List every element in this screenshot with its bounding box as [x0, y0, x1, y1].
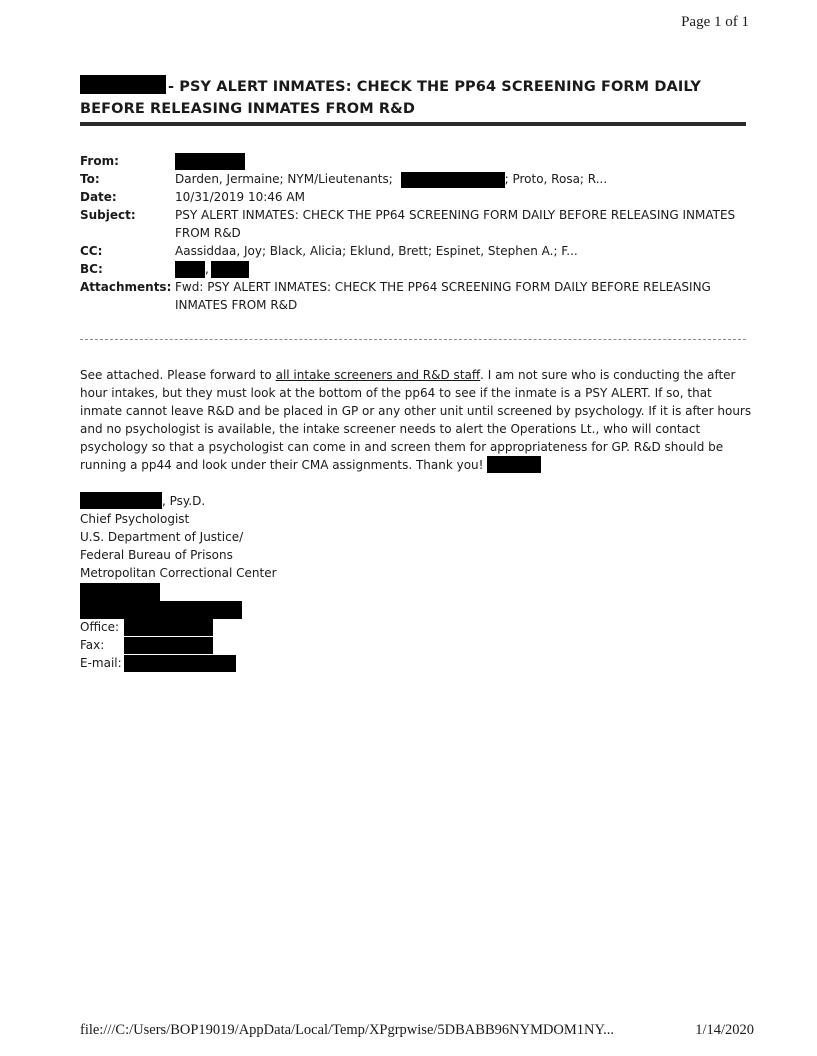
- header-cc: [80, 242, 750, 260]
- signature-dept1: U.S. Department of Justice/: [80, 530, 244, 544]
- redaction-box: [401, 172, 505, 188]
- signature-dept2: Federal Bureau of Prisons: [80, 548, 233, 562]
- header-bc: [80, 260, 750, 278]
- subject-value: PSY ALERT INMATES: CHECK THE PP64 SCREENING FORM DAILY BEFORE RELEASING INMATES FROM R&D: [175, 208, 736, 240]
- email-body: [80, 366, 752, 474]
- redaction-box: [175, 261, 205, 278]
- redaction-box: [80, 492, 162, 509]
- signature-role: Chief Psychologist: [80, 512, 190, 526]
- email-label: E-mail:: [80, 656, 122, 670]
- contact-office: [80, 618, 277, 636]
- staff-underlined-text: all intake screeners and R&D staff: [275, 368, 481, 382]
- print-footer: [80, 1022, 754, 1039]
- redaction-box: [175, 153, 245, 170]
- header-subject: [80, 206, 750, 242]
- redaction-box: [80, 75, 166, 94]
- to-value-a: Darden, Jermaine; NYM/Lieutenants;: [175, 172, 393, 186]
- cc-value: Aassiddaa, Joy; Black, Alicia; Eklund, Brett; Espinet, Stephen A.; F...: [175, 244, 578, 258]
- redaction-box: [124, 655, 236, 672]
- office-label: Office:: [80, 620, 120, 634]
- header-attachments: [80, 278, 750, 314]
- attachments-value: Fwd: PSY ALERT INMATES: CHECK THE PP64 SCREENING FORM DAILY BEFORE RELEASING INMATES FROM R&D: [175, 280, 711, 312]
- attachments-label: Attachments:: [80, 280, 172, 294]
- signature-block: [80, 492, 277, 672]
- header-to: [80, 170, 750, 188]
- contact-fax: [80, 636, 277, 654]
- bc-label: BC:: [80, 262, 103, 276]
- contact-email: [80, 654, 277, 672]
- to-value-b: ; Proto, Rosa; R...: [504, 172, 608, 186]
- date-value: 10/31/2019 10:46 AM: [175, 190, 305, 204]
- title-divider: [80, 122, 746, 126]
- footer-date: 1/14/2020: [695, 1022, 754, 1038]
- from-label: From:: [80, 154, 119, 168]
- date-label: Date:: [80, 190, 117, 204]
- fax-label: Fax:: [80, 638, 105, 652]
- subject-label: Subject:: [80, 208, 136, 222]
- header-date: [80, 188, 750, 206]
- footer-file-path: file:///C:/Users/BOP19019/AppData/Local/Temp/XPgrpwise/5DBABB96NYMDOM1NY...: [80, 1022, 614, 1038]
- redaction-box: [124, 619, 213, 636]
- body-text-part2: . I am not sure who is conducting the after hour intakes, but they must look at the bottom of the pp64 to see if the inmate is a PSY ALERT. If so, that inmate cannot leave R&D and be placed in GP or any other unit until screened by psychology. If it is after hours and no psychologist is available, the intake screener needs to alert the Operations Lt., who will contact psychology so that a psychologist can come in and screen them for appropriateness for GP. R&D should be running a pp44 and look under their CMA assignments. Thank you!: [80, 368, 752, 472]
- redaction-box: [80, 601, 242, 619]
- title-text: - PSY ALERT INMATES: CHECK THE PP64 SCREENING FORM DAILY BEFORE RELEASING INMATES FROM R&D: [80, 79, 701, 117]
- body-text-part1: See attached. Please forward to: [80, 368, 276, 382]
- page-number: Page 1 of 1: [681, 14, 749, 30]
- redaction-box: [487, 456, 541, 473]
- email-title: [80, 75, 750, 120]
- redaction-box: [124, 637, 213, 654]
- to-label: To:: [80, 172, 100, 186]
- email-headers: [80, 152, 750, 314]
- signature-facility: Metropolitan Correctional Center: [80, 566, 277, 580]
- redaction-box: [80, 583, 160, 601]
- header-from: [80, 152, 750, 170]
- signature-degree: , Psy.D.: [162, 494, 206, 508]
- cc-label: CC:: [80, 244, 103, 258]
- redaction-box: [211, 261, 249, 278]
- bc-separator: ,: [205, 262, 209, 276]
- header-divider: [80, 339, 746, 340]
